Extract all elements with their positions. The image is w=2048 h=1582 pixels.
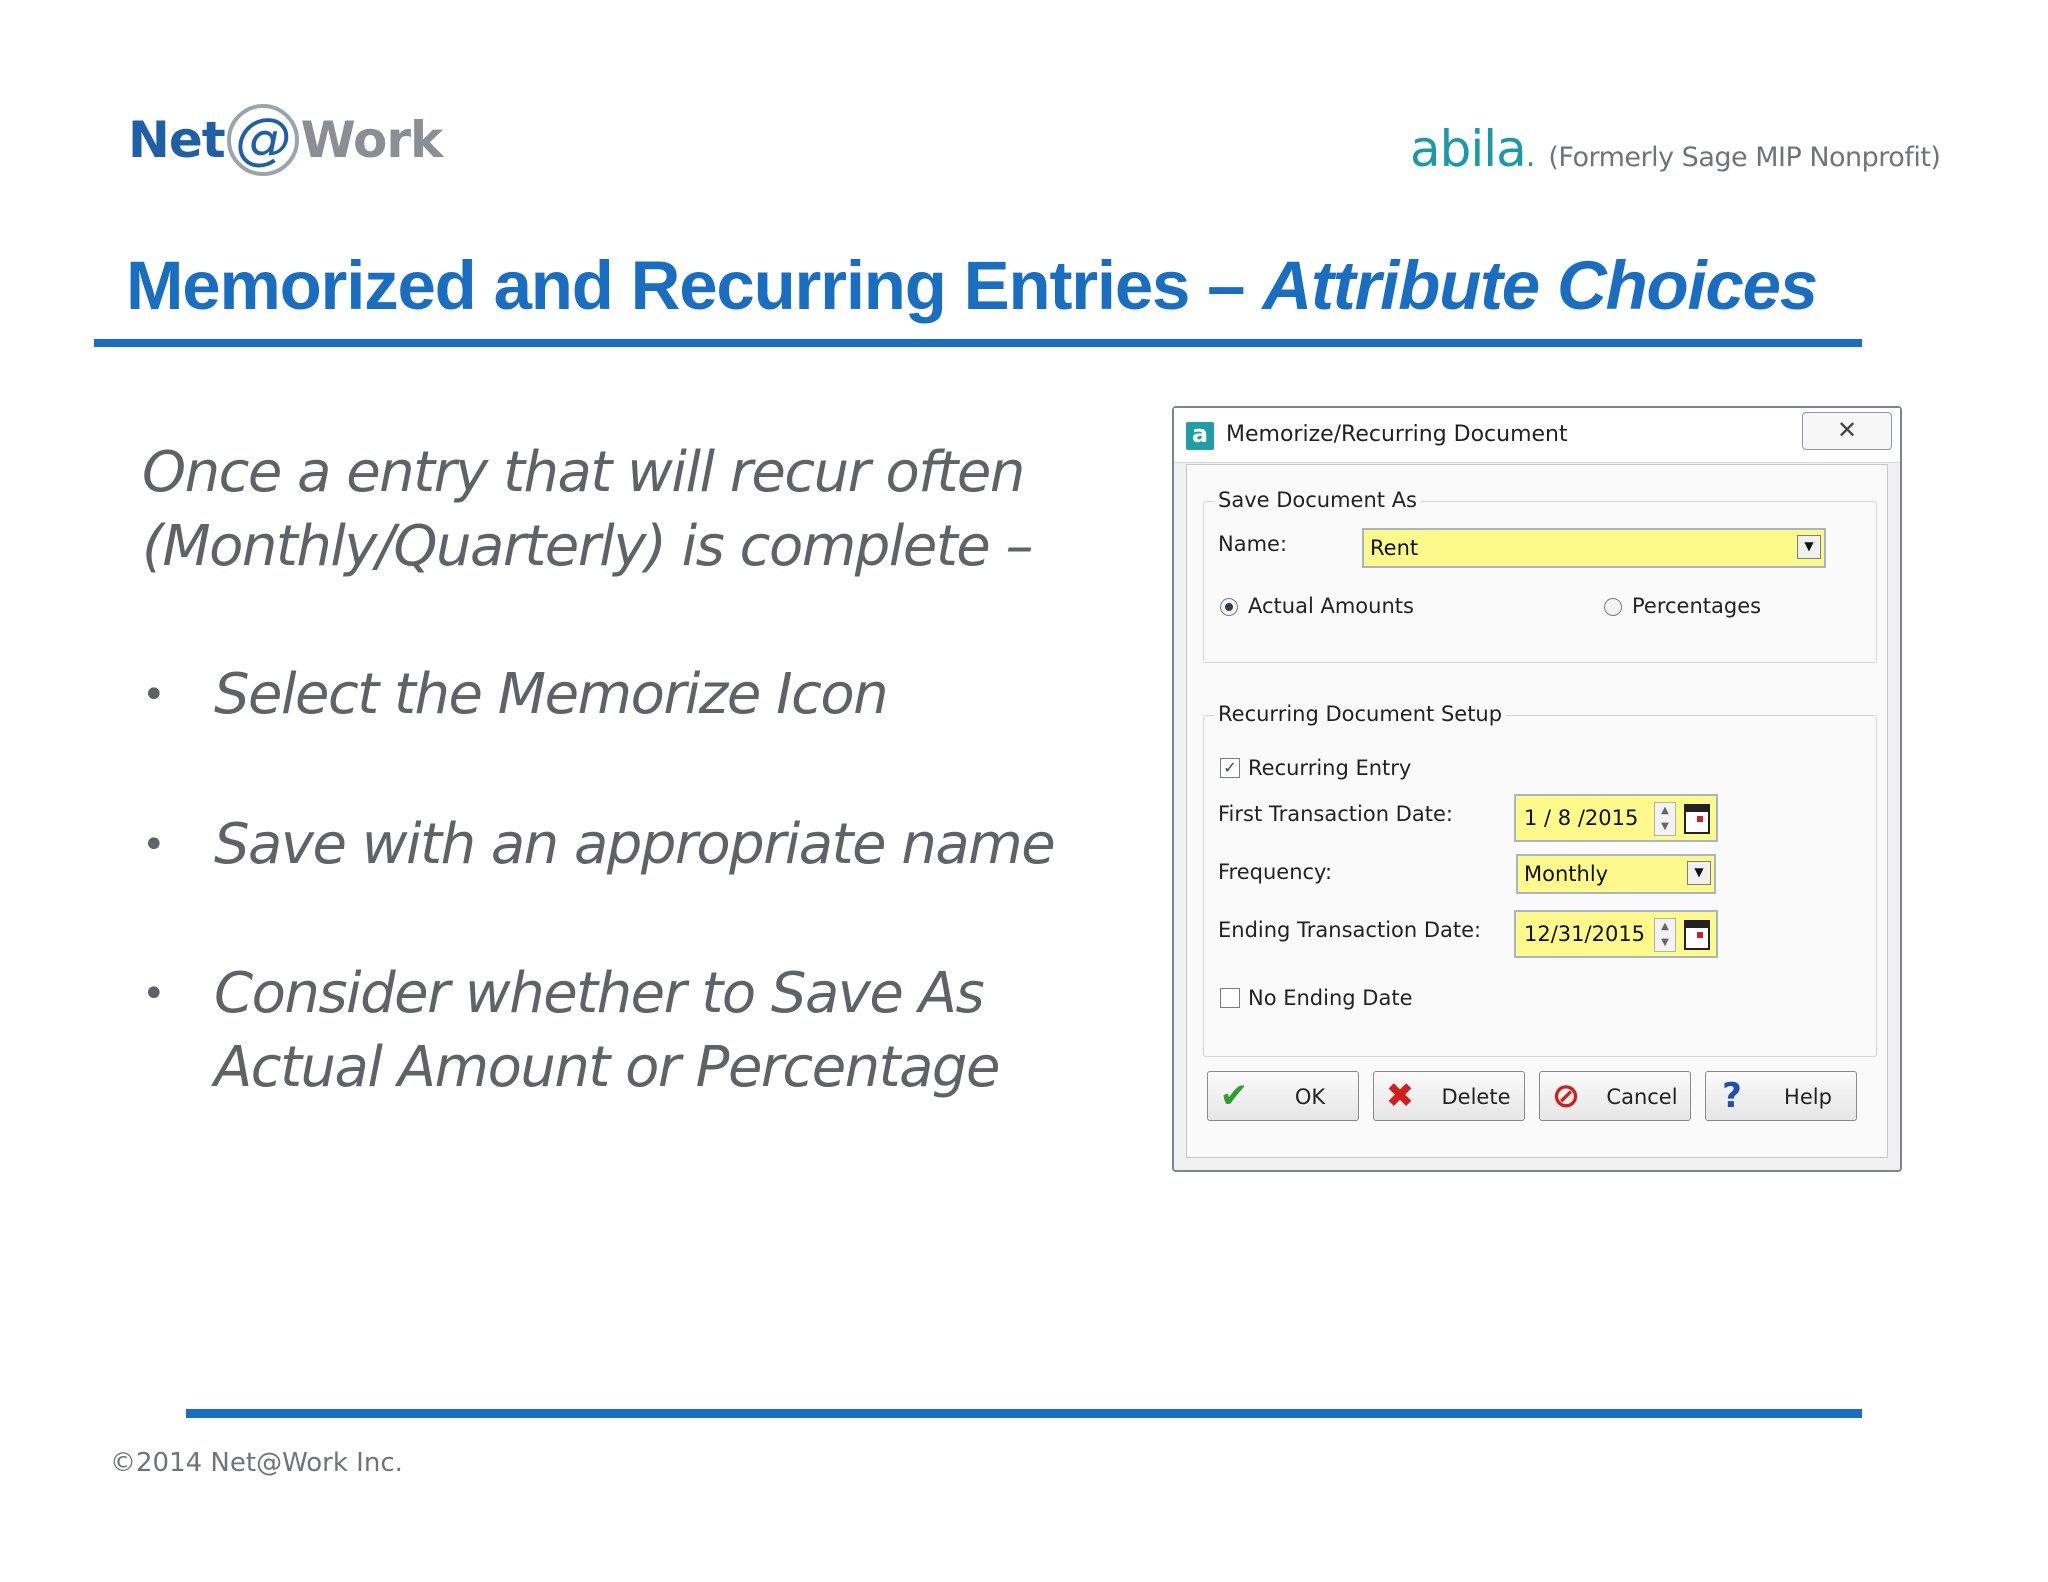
logo-work-text: Work [300,111,443,169]
bullet-item: • Consider whether to Save As Actual Amount or Percentage [142,957,1074,1105]
date-spinner-icon[interactable]: ▲ ▼ [1654,918,1676,952]
no-ending-date-label[interactable]: No Ending Date [1248,986,1413,1010]
recurring-setup-group [1203,702,1877,1057]
radio-actual-label[interactable]: Actual Amounts [1248,594,1414,618]
dialog-titlebar[interactable] [1174,408,1900,463]
radio-percent-label[interactable]: Percentages [1632,594,1762,618]
frequency-value: Monthly [1524,862,1609,886]
save-document-group [1203,488,1877,663]
intro-text: Once a entry that will recur often (Monthly/Quarterly) is complete – [142,440,1033,579]
first-date-field[interactable] [1514,794,1718,842]
ending-date-label: Ending Transaction Date: [1218,918,1482,942]
delete-x-icon: ✖ [1385,1076,1415,1116]
ending-date-field[interactable] [1514,910,1718,958]
bullet-dot: • [142,971,165,1017]
radio-percentages[interactable] [1604,598,1622,616]
no-ending-date-checkbox[interactable] [1220,988,1240,1008]
first-date-label: First Transaction Date: [1218,802,1453,826]
cancel-button[interactable]: ⊘ Cancel [1539,1071,1691,1121]
recurring-group-legend: Recurring Document Setup [1214,702,1506,726]
bullet-dot: • [142,672,165,718]
chevron-down-icon[interactable]: ▼ [1797,535,1821,559]
dialog-title: Memorize/Recurring Document [1226,422,1568,447]
close-button[interactable]: ✕ [1802,412,1892,450]
footer-divider [186,1409,1862,1418]
radio-actual-amounts[interactable] [1220,598,1238,616]
chevron-down-icon[interactable]: ▼ [1687,861,1711,885]
logo-net-text: Net [128,111,225,169]
abila-formerly-text: (Formerly Sage MIP Nonprofit) [1548,142,1941,173]
recurring-entry-label[interactable]: Recurring Entry [1248,756,1412,780]
recurring-entry-checkbox[interactable]: ✓ [1220,758,1240,778]
date-spinner-icon[interactable]: ▲ ▼ [1654,802,1676,836]
dialog-body [1186,464,1888,1158]
logo-at-symbol: @ [227,104,299,176]
delete-button[interactable]: ✖ Delete [1373,1071,1525,1121]
ok-button[interactable]: ✔ OK [1207,1071,1359,1121]
abila-wordmark: abila. [1410,120,1535,178]
help-button[interactable]: ? Help [1705,1071,1857,1121]
copyright-text: ©2014 Net@Work Inc. [110,1448,403,1478]
title-divider [94,339,1862,347]
abila-logo [1410,120,1940,178]
first-date-value: 1 / 8 /2015 [1524,806,1639,830]
title-emphasis: Attribute Choices [1262,247,1817,324]
memorize-recurring-dialog [1172,406,1902,1172]
calendar-icon[interactable] [1684,920,1710,950]
cancel-icon: ⊘ [1551,1076,1581,1116]
ending-date-value: 12/31/2015 [1524,922,1646,946]
name-label: Name: [1218,532,1288,556]
frequency-combobox[interactable] [1516,854,1716,894]
name-combobox[interactable] [1362,528,1826,568]
page-title: Memorized and Recurring Entries – Attribute Choices [126,247,1817,324]
name-value: Rent [1370,536,1419,560]
network-logo [128,100,442,180]
calendar-icon[interactable] [1684,804,1710,834]
bullet-dot: • [142,822,165,868]
abila-app-icon: a [1186,422,1214,450]
help-question-icon: ? [1722,1076,1742,1116]
frequency-label: Frequency: [1218,860,1333,884]
bullet-item: • Save with an appropriate name [142,808,1074,882]
bullet-item: • Select the Memorize Icon [142,658,1074,732]
save-group-legend: Save Document As [1214,488,1421,512]
checkmark-icon: ✔ [1219,1076,1249,1116]
